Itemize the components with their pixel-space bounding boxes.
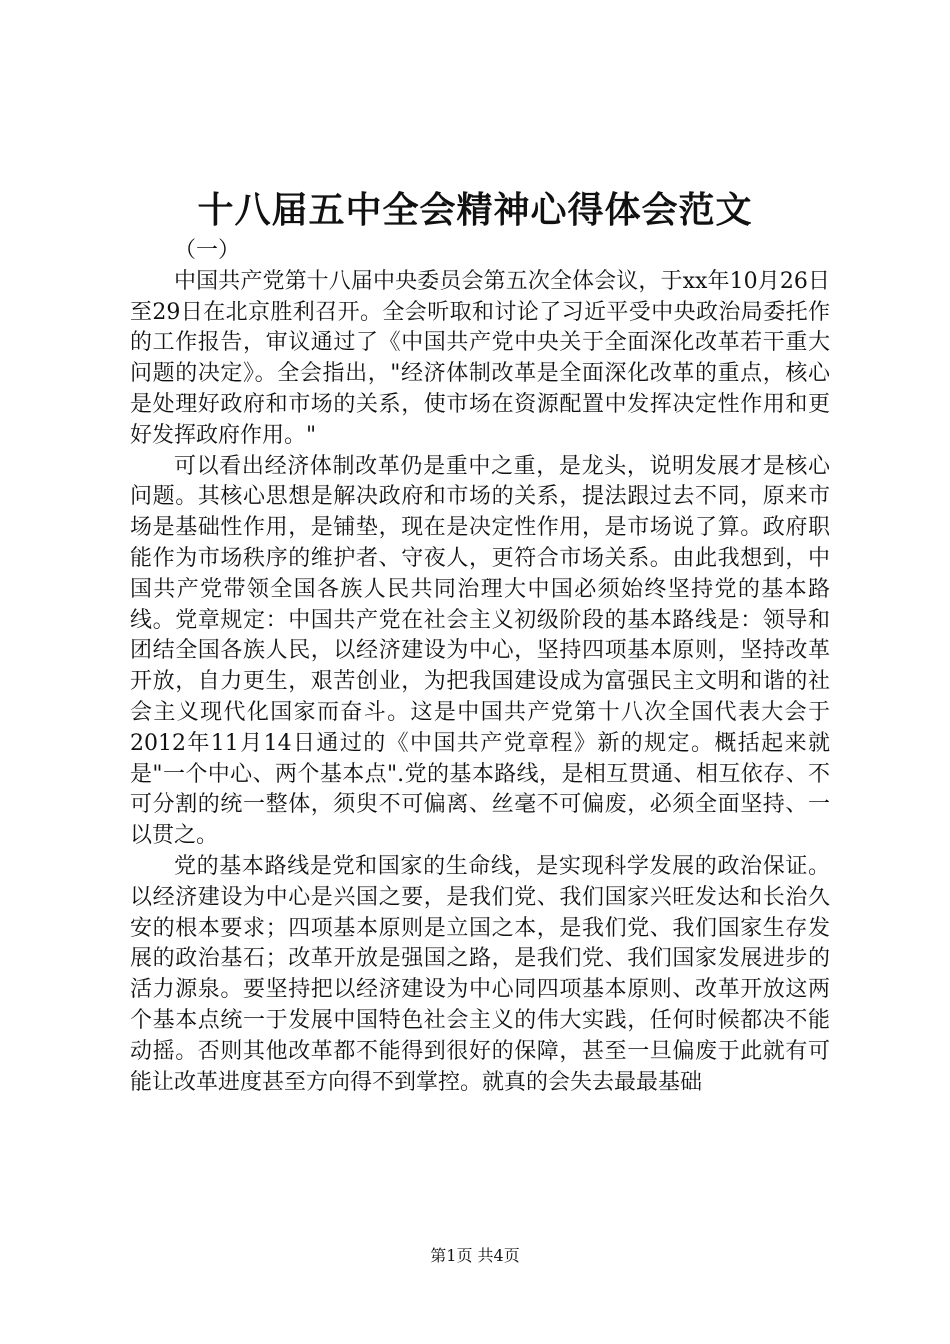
paragraph-3: 党的基本路线是党和国家的生命线，是实现科学发展的政治保证。以经济建设为中心是兴国之要，是我们党、我们国家兴旺发达和长治久安的根本要求；四项基本原则是立国之本，是我们党、我们国家生存发展的政治基石；改革开放是强国之路，是我们党、我们国家发展进步的活力源泉。要坚持把以经济建设为中心同四项基本原则、改革开放这两个基本点统一于发展中国特色社会主义的伟大实践，任何时候都决不能动摇。否则其他改革都不能得到很好的保障，甚至一旦偏废于此就有可能让改革进度甚至方向得不到掌控。就真的会失去最最基础 — [130, 853, 830, 1095]
document-body — [130, 236, 830, 1098]
section-label: （一） — [174, 238, 241, 263]
document-title: 十八届五中全会精神心得体会范文 — [197, 189, 753, 231]
page-number-footer: 第1页 共4页 — [430, 1246, 520, 1265]
paragraph-2: 可以看出经济体制改革仍是重中之重，是龙头，说明发展才是核心问题。其核心思想是解决政府和市场的关系，提法跟过去不同，原来市场是基础性作用，是铺垫，现在是决定性作用，是市场说了算。政府职能作为市场秩序的维护者、守夜人，更符合市场关系。由此我想到，中国共产党带领全国各族人民共同治理大中国必须始终坚持党的基本路线。党章规定：中国共产党在社会主义初级阶段的基本路线是：领导和团结全国各族人民，以经济建设为中心，坚持四项基本原则，坚持改革开放，自力更生，艰苦创业，为把我国建设成为富强民主文明和谐的社会主义现代化国家而奋斗。这是中国共产党第十八次全国代表大会于2012年11月14日通过的《中国共产党章程》新的规定。概括起来就是"一个中心、两个基本点".党的基本路线，是相互贯通、相互依存、不可分割的统一整体，须臾不可偏离、丝毫不可偏废，必须全面坚持、一以贯之。 — [130, 453, 830, 849]
paragraph-1: 中国共产党第十八届中央委员会第五次全体会议，于xx年10月26日至29日在北京胜利召开。全会听取和讨论了习近平受中央政治局委托作的工作报告，审议通过了《中国共产党中央关于全面深化改革若干重大问题的决定》。全会指出，"经济体制改革是全面深化改革的重点，核心是处理好政府和市场的关系，使市场在资源配置中发挥决定性作用和更好发挥政府作用。" — [130, 268, 830, 448]
